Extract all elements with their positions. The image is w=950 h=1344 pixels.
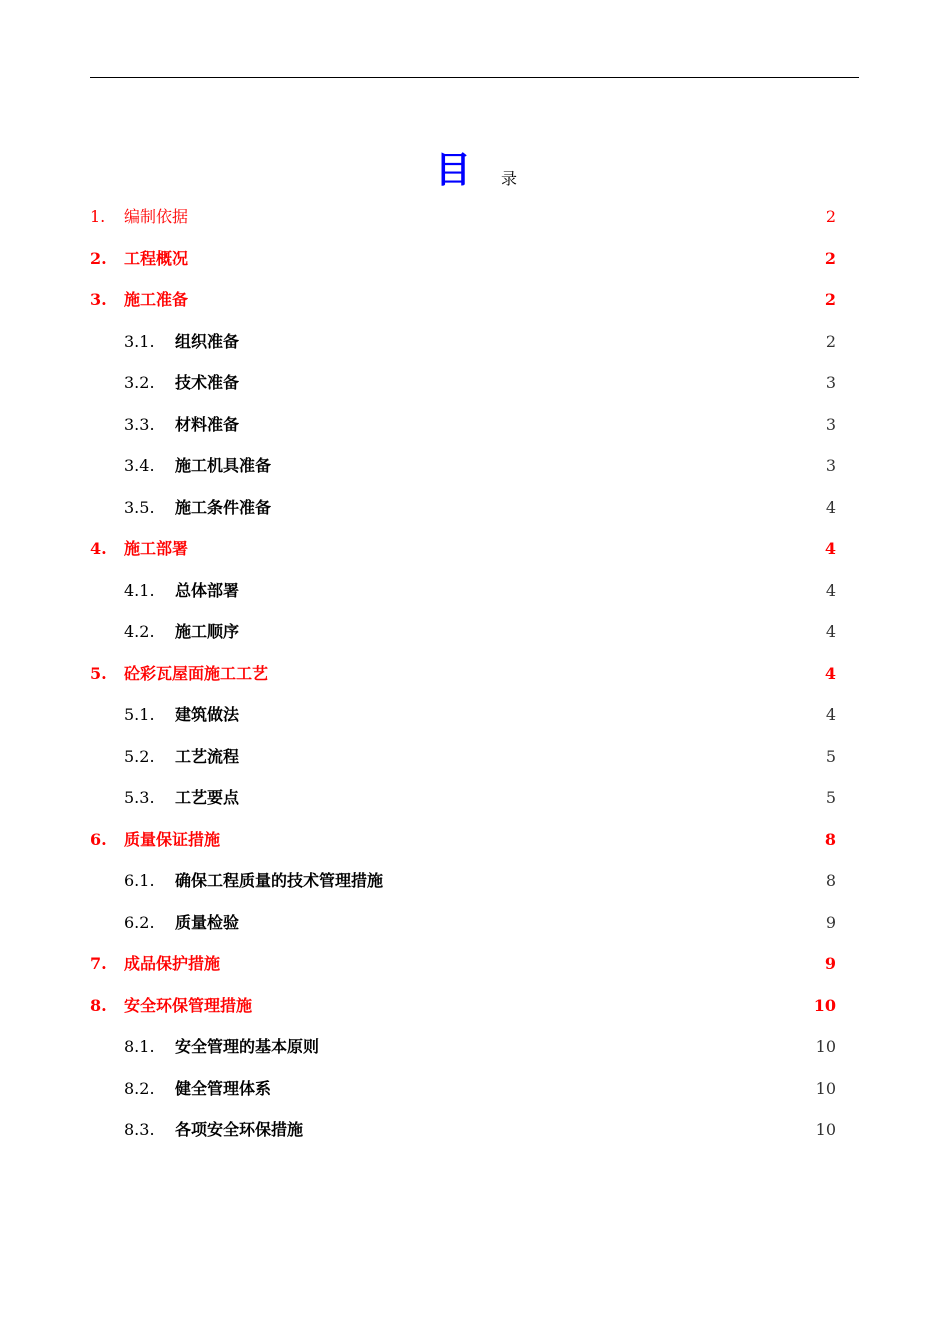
toc-entry-8-1[interactable] — [0, 1026, 950, 1068]
toc-entry-label: 施工准备 — [124, 290, 189, 309]
toc-entry-label: 建筑做法 — [175, 705, 240, 724]
toc-entry-number: 1. — [90, 207, 106, 226]
toc-entry-label: 砼彩瓦屋面施工工艺 — [124, 663, 269, 683]
toc-entry-label: 总体部署 — [175, 580, 240, 600]
toc-entry-label: 确保工程质量的技术管理措施 — [175, 871, 384, 890]
toc-entry-label: 质量保证措施 — [124, 829, 221, 849]
toc-entry-8[interactable] — [0, 985, 950, 1027]
toc-entry-number: 4. — [90, 539, 107, 558]
toc-entry-3-5[interactable] — [0, 487, 950, 529]
toc-entry-number: 5.1. — [124, 705, 155, 724]
toc-entry-number: 3.1. — [124, 331, 155, 351]
toc-title-char-2: 录 — [501, 169, 518, 188]
toc-entry-page: 4 — [825, 580, 836, 600]
toc-entry-5-1[interactable] — [0, 694, 950, 736]
toc-entry-label: 技术准备 — [175, 373, 240, 392]
toc-entry-label: 工程概况 — [124, 248, 189, 268]
toc-entry-label: 各项安全环保措施 — [175, 1120, 304, 1139]
toc-entry-page: 2 — [825, 331, 836, 351]
toc-entry-page: 3 — [825, 456, 836, 475]
toc-entry-number: 8. — [90, 995, 107, 1015]
toc-entry-4[interactable] — [0, 528, 950, 570]
toc-entry-3-4[interactable] — [0, 445, 950, 487]
toc-entry-number: 3.2. — [124, 373, 155, 392]
toc-entry-label: 安全环保管理措施 — [124, 995, 253, 1015]
toc-entry-number: 5. — [90, 663, 107, 683]
toc-entry-label: 施工机具准备 — [175, 456, 272, 475]
toc-entry-page: 5 — [825, 746, 836, 766]
toc-entry-8-2[interactable] — [0, 1068, 950, 1110]
toc-entry-number: 4.2. — [124, 622, 155, 641]
toc-entry-page: 4 — [825, 705, 836, 724]
toc-entry-label: 编制依据 — [124, 207, 189, 226]
toc-entry-5[interactable] — [0, 653, 950, 695]
toc-entry-1[interactable] — [0, 196, 950, 238]
toc-entry-number: 3.3. — [124, 414, 155, 434]
toc-entry-number: 6. — [90, 829, 107, 849]
toc-entry-number: 6.2. — [124, 912, 155, 932]
table-of-contents — [0, 196, 950, 1151]
toc-entry-label: 组织准备 — [175, 331, 240, 351]
toc-entry-6[interactable] — [0, 819, 950, 861]
toc-entry-label: 施工顺序 — [175, 622, 240, 641]
toc-title-char-1: 目 — [435, 150, 472, 191]
toc-entry-page: 2 — [825, 207, 836, 226]
toc-entry-3[interactable] — [0, 279, 950, 321]
toc-entry-label: 材料准备 — [175, 414, 240, 434]
toc-entry-page: 8 — [824, 829, 836, 849]
toc-entry-page: 10 — [815, 1078, 836, 1098]
toc-entry-3-1[interactable] — [0, 321, 950, 363]
toc-entry-number: 8.1. — [124, 1037, 155, 1056]
toc-entry-label: 工艺要点 — [175, 788, 240, 807]
toc-entry-number: 7. — [90, 954, 107, 973]
toc-entry-label: 施工条件准备 — [175, 497, 272, 517]
toc-entry-page: 4 — [825, 497, 836, 517]
toc-entry-8-3[interactable] — [0, 1109, 950, 1151]
toc-entry-page: 9 — [824, 954, 836, 973]
toc-entry-page: 10 — [813, 995, 836, 1015]
toc-entry-page: 4 — [824, 539, 836, 558]
toc-entry-number: 3. — [90, 290, 107, 309]
toc-entry-page: 4 — [824, 663, 836, 683]
toc-entry-label: 工艺流程 — [175, 746, 240, 766]
toc-entry-3-3[interactable] — [0, 404, 950, 446]
toc-entry-number: 8.2. — [124, 1078, 155, 1098]
toc-entry-7[interactable] — [0, 943, 950, 985]
toc-entry-page: 4 — [825, 622, 836, 641]
toc-entry-page: 2 — [824, 248, 836, 268]
toc-entry-page: 10 — [815, 1120, 836, 1139]
toc-entry-6-2[interactable] — [0, 902, 950, 944]
toc-entry-page: 10 — [815, 1037, 836, 1056]
toc-entry-page: 5 — [825, 788, 836, 807]
toc-entry-5-2[interactable] — [0, 736, 950, 778]
toc-entry-page: 8 — [825, 871, 836, 890]
toc-entry-number: 5.2. — [124, 746, 155, 766]
toc-entry-2[interactable] — [0, 238, 950, 280]
toc-entry-6-1[interactable] — [0, 860, 950, 902]
header-rule — [90, 77, 859, 78]
toc-title — [0, 148, 950, 198]
toc-entry-number: 2. — [90, 248, 107, 268]
toc-entry-page: 9 — [825, 912, 836, 932]
toc-entry-label: 成品保护措施 — [124, 954, 221, 973]
toc-entry-number: 4.1. — [124, 580, 155, 600]
toc-entry-label: 施工部署 — [124, 539, 189, 558]
toc-entry-page: 2 — [824, 290, 836, 309]
toc-entry-label: 健全管理体系 — [175, 1078, 272, 1098]
toc-entry-5-3[interactable] — [0, 777, 950, 819]
toc-entry-number: 8.3. — [124, 1120, 155, 1139]
toc-entry-4-2[interactable] — [0, 611, 950, 653]
toc-entry-page: 3 — [825, 414, 836, 434]
toc-entry-label: 质量检验 — [175, 912, 240, 932]
toc-entry-number: 5.3. — [124, 788, 155, 807]
toc-entry-page: 3 — [825, 373, 836, 392]
toc-entry-number: 3.5. — [124, 497, 155, 517]
toc-entry-label: 安全管理的基本原则 — [175, 1037, 320, 1056]
toc-entry-3-2[interactable] — [0, 362, 950, 404]
toc-entry-4-1[interactable] — [0, 570, 950, 612]
toc-entry-number: 3.4. — [124, 456, 155, 475]
toc-entry-number: 6.1. — [124, 871, 155, 890]
